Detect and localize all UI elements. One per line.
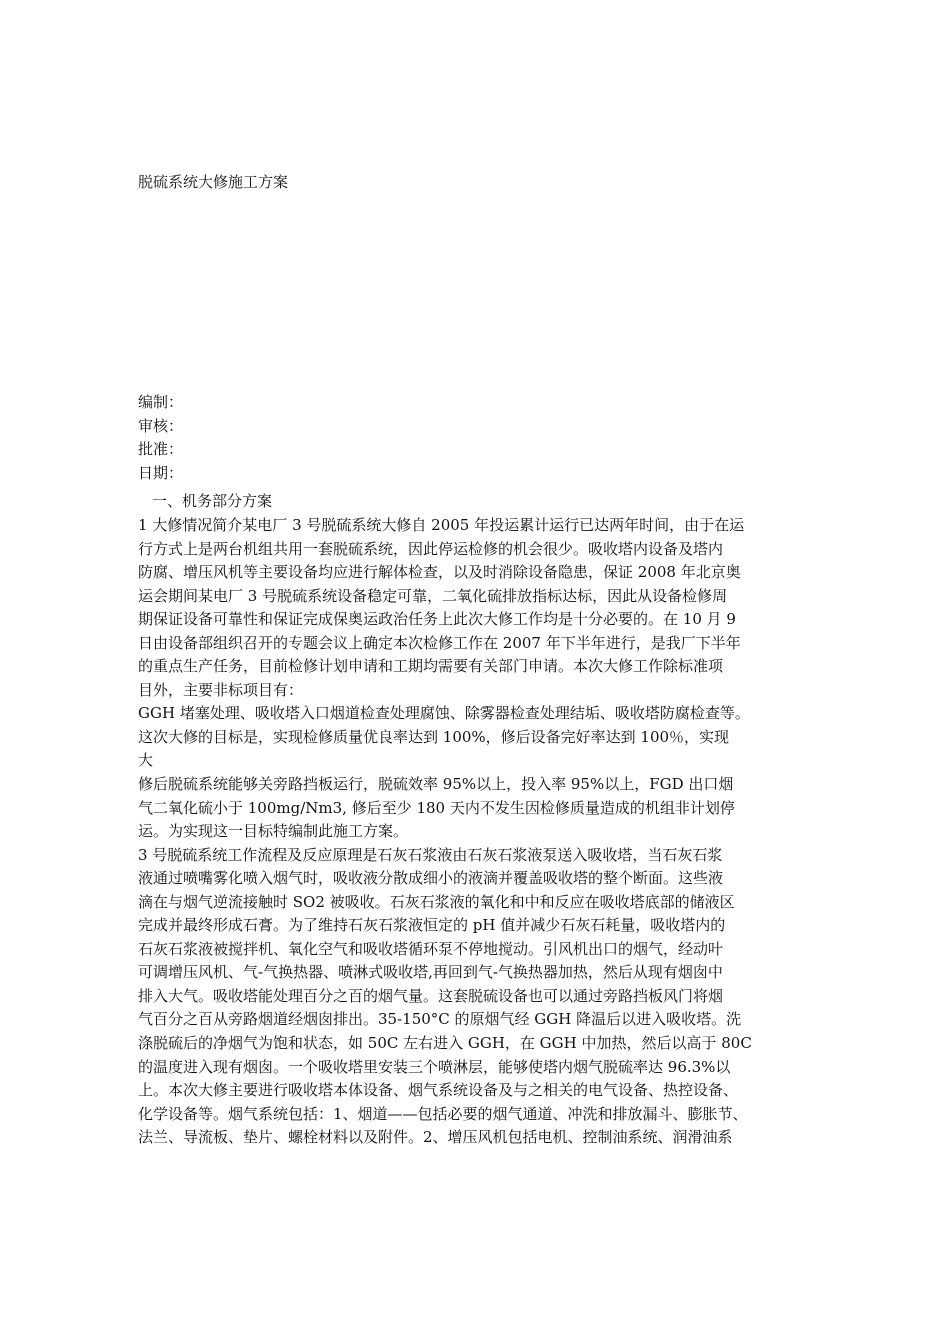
text-line: 运。为实现这一目标特编制此施工方案。 xyxy=(138,822,409,841)
text-line: 可调增压风机、气-气换热器、喷淋式吸收塔,再回到气-气换热器加热，然后从现有烟囱中 xyxy=(138,963,723,982)
text-line: 大 xyxy=(138,751,154,770)
approved-by-label: 批准： xyxy=(138,440,184,458)
date-label: 日期： xyxy=(138,463,184,482)
text-line: 排入大气。吸收塔能处理百分之百的烟气量。这套脱硫设备也可以通过旁路挡板风门将烟 xyxy=(138,986,724,1005)
text-line: 液通过喷嘴雾化喷入烟气时，吸收液分散成细小的液滴并覆盖吸收塔的整个断面。这些液 xyxy=(138,869,724,888)
text-line: 气百分之百从旁路烟道经烟囱排出。35-150°C 的原烟气经 GGH 降温后以进入吸收塔。洗 xyxy=(138,1010,742,1029)
text-line: 法兰、导流板、垫片、螺栓材料以及附件。2、增压风机包括电机、控制油系统、润滑油系 xyxy=(138,1128,733,1147)
text-line: 上。本次大修主要进行吸收塔本体设备、烟气系统设备及与之相关的电气设备、热控设备、 xyxy=(138,1081,739,1100)
text-line: 3 号脱硫系统工作流程及反应原理是石灰石浆液由石灰石浆液泵送入吸收塔，当石灰石浆 xyxy=(138,845,723,864)
text-line: 石灰石浆液被搅拌机、氧化空气和吸收塔循环泵不停地搅动。引风机出口的烟气，经动叶 xyxy=(138,939,724,958)
text-line: 1 大修情况简介某电厂 3 号脱硫系统大修自 2005 年投运累计运行已达两年时间，由于在运 xyxy=(138,516,745,534)
compiled-by-label: 编制： xyxy=(138,393,184,411)
reviewed-by-label: 审核： xyxy=(138,416,184,435)
text-line: 运会期间某电厂 3 号脱硫系统设备稳定可靠，二氧化硫排放指标达标，因此从设备检修周 xyxy=(138,586,728,605)
text-line: 防腐、增压风机等主要设备均应进行解体检查，以及时消除设备隐患，保证 2008 年北京奥 xyxy=(138,563,741,582)
text-line: 滴在与烟气逆流接触时 SO2 被吸收。石灰石浆液的氧化和中和反应在吸收塔底部的储液区 xyxy=(138,892,735,911)
text-line: 的温度进入现有烟囱。一个吸收塔里安装三个喷淋层，能够使塔内烟气脱硫率达 96.3%以 xyxy=(138,1057,731,1076)
text-line: 涤脱硫后的净烟气为饱和状态，如 50C 左右进入 GGH，在 GGH 中加热，然后以高于 80C xyxy=(138,1034,752,1053)
text-line: GGH 堵塞处理、吸收塔入口烟道检查处理腐蚀、除雾器检查处理结垢、吸收塔防腐检查等。 xyxy=(138,704,750,723)
document-title: 脱硫系统大修施工方案 xyxy=(138,173,289,191)
text-line: 期保证设备可靠性和保证完成保奥运政治任务上此次大修工作均是十分必要的。在 10 月 9 xyxy=(138,610,736,629)
text-line: 修后脱硫系统能够关旁路挡板运行，脱硫效率 95%以上，投入率 95%以上，FGD 出口烟 xyxy=(138,775,734,794)
text-line: 日由设备部组织召开的专题会议上确定本次检修工作在 2007 年下半年进行，是我厂下半年 xyxy=(138,633,741,652)
text-line: 目外，主要非标项目有： xyxy=(138,680,304,699)
text-line: 的重点生产任务，目前检修计划申请和工期均需要有关部门申请。本次大修工作除标准项 xyxy=(138,657,724,676)
section-heading: 一、机务部分方案 xyxy=(152,492,273,510)
text-line: 气二氧化硫小于 100mg/Nm3, 修后至少 180 天内不发生因检修质量造成的机组非计划停 xyxy=(138,798,735,817)
text-line: 行方式上是两台机组共用一套脱硫系统，因此停运检修的机会很少。吸收塔内设备及塔内 xyxy=(138,539,724,558)
text-line: 完成并最终形成石膏。为了维持石灰石浆液恒定的 pH 值并减少石灰石耗量，吸收塔内的 xyxy=(138,916,726,935)
text-line: 这次大修的目标是，实现检修质量优良率达到 100%，修后设备完好率达到 100％，实现 xyxy=(138,727,730,746)
text-line: 化学设备等。烟气系统包括：1、烟道——包括必要的烟气通道、冲洗和排放漏斗、膨胀节、 xyxy=(138,1104,748,1123)
body-text xyxy=(138,514,818,1150)
approval-block xyxy=(138,391,183,485)
